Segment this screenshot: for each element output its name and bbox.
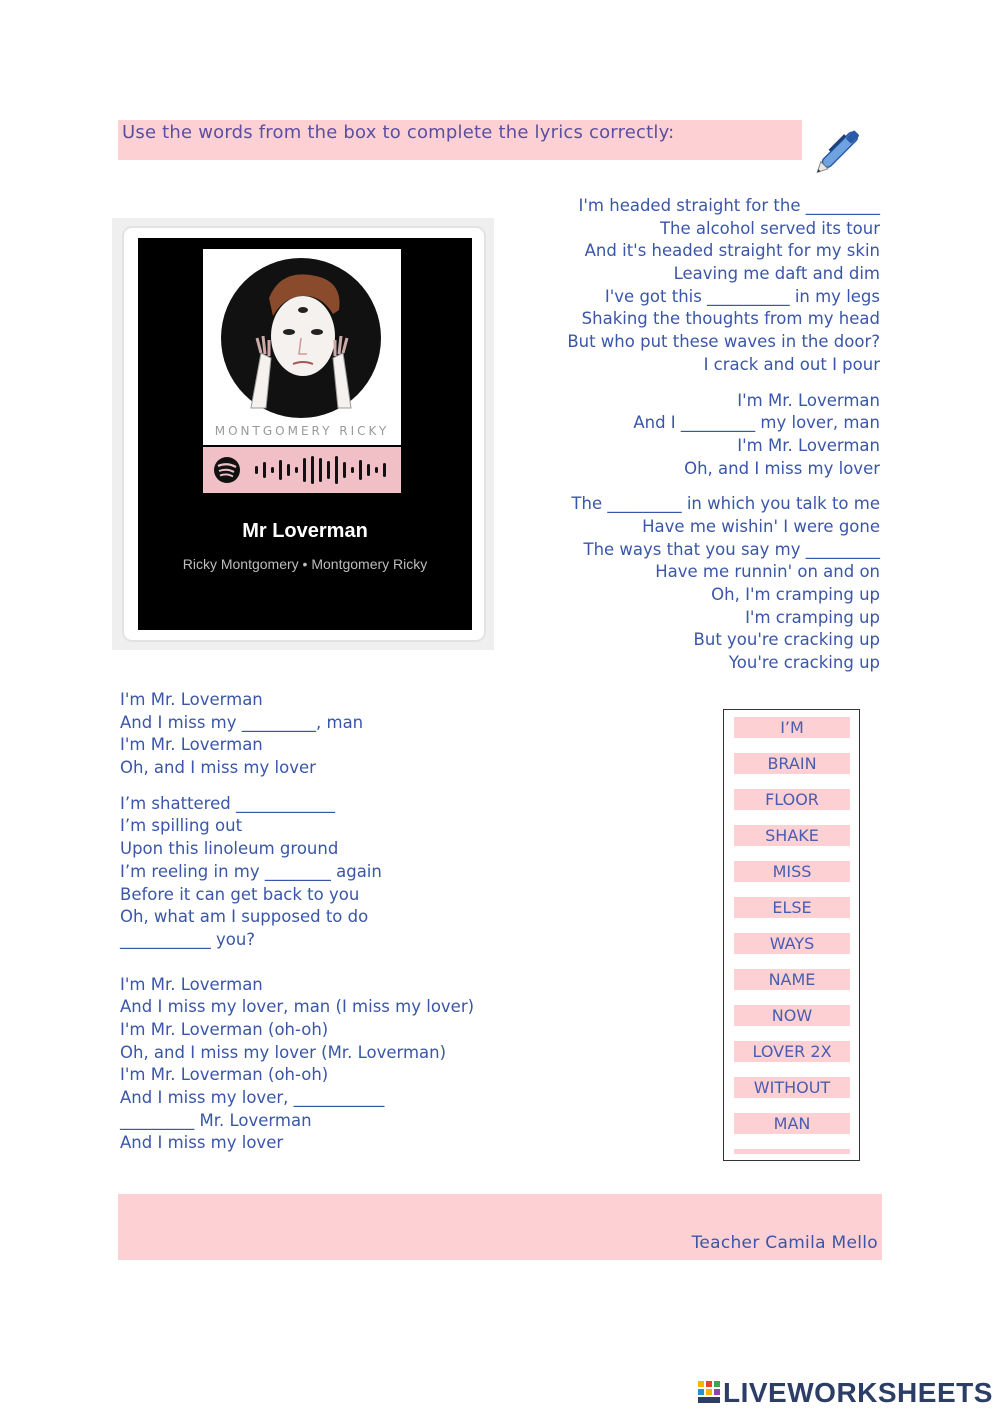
word-chip: FLOOR bbox=[734, 789, 850, 810]
lyric-line: ___________ you? bbox=[120, 929, 256, 949]
lyric-line: The _________ in which you talk to me bbox=[571, 494, 880, 514]
instructions-bar bbox=[118, 120, 802, 160]
lyric-line: I'm cramping up bbox=[745, 607, 880, 627]
word-chip: NOW bbox=[734, 1005, 850, 1026]
word-chip: WAYS bbox=[734, 933, 850, 954]
word-chip: BRAIN bbox=[734, 753, 850, 774]
stanza-gap bbox=[470, 377, 880, 390]
logo-text: LIVEWORKSHEETS bbox=[723, 1377, 993, 1408]
lyric-line: I crack and out I pour bbox=[703, 354, 880, 374]
lyric-line: The alcohol served its tour bbox=[659, 218, 880, 238]
teacher-name: Teacher Camila Mello bbox=[691, 1233, 878, 1253]
lyric-line: I've got this __________ in my legs bbox=[604, 286, 880, 306]
lyric-line: I'm Mr. Loverman bbox=[120, 735, 263, 755]
lyric-line: Leaving me daft and dim bbox=[673, 264, 880, 284]
lyric-line: Have me wishin' I were gone bbox=[642, 516, 880, 536]
lyric-line: I’m shattered ____________ bbox=[120, 793, 335, 813]
lyrics-left-column bbox=[120, 689, 620, 1155]
face-illustration bbox=[221, 258, 381, 418]
lyric-line: I'm Mr. Loverman bbox=[737, 435, 880, 455]
lyric-line: I'm Mr. Loverman bbox=[737, 390, 880, 410]
word-chip: MISS bbox=[734, 861, 850, 882]
lyric-line: I'm headed straight for the _________ bbox=[578, 196, 880, 215]
lyric-line: Before it can get back to you bbox=[120, 884, 360, 904]
lyric-line: Oh, and I miss my lover (Mr. Loverman) bbox=[120, 1042, 447, 1062]
pen-icon bbox=[812, 118, 872, 180]
word-chip: I’M bbox=[734, 717, 850, 738]
lyric-line: Upon this linoleum ground bbox=[120, 839, 339, 859]
lyric-line: Oh, I'm cramping up bbox=[711, 585, 880, 604]
lyric-line: _________ Mr. Loverman bbox=[120, 1110, 312, 1130]
lyric-line: And I miss my _________, man bbox=[120, 712, 364, 732]
lyric-line: Oh, and I miss my lover bbox=[684, 458, 880, 478]
lyric-line: Have me runnin' on and on bbox=[655, 562, 880, 582]
word-chip: NAME bbox=[734, 969, 850, 990]
word-chip: WITHOUT bbox=[734, 1077, 850, 1098]
lyric-line: Shaking the thoughts from my head bbox=[581, 309, 880, 329]
lyric-line: The ways that you say my _________ bbox=[583, 539, 880, 559]
lyrics-right-column bbox=[470, 195, 880, 675]
liveworksheets-logo bbox=[698, 1378, 993, 1408]
stanza-gap bbox=[120, 952, 620, 974]
lyric-line: And it's headed straight for my skin bbox=[584, 241, 880, 261]
lyric-line: You're cracking up bbox=[728, 653, 880, 673]
lyric-line: Oh, and I miss my lover bbox=[120, 758, 316, 778]
lyric-line: Oh, what am I supposed to do bbox=[120, 907, 369, 927]
word-chip: LOVER 2X bbox=[734, 1041, 850, 1062]
lyric-line: I’m reeling in my ________ again bbox=[120, 861, 382, 881]
lyric-line: And I miss my lover, ___________ bbox=[120, 1088, 385, 1107]
word-chip: ELSE bbox=[734, 897, 850, 918]
spotify-code bbox=[203, 447, 401, 493]
liveworksheets-logo-icon bbox=[698, 1381, 720, 1405]
song-title: Mr Loverman bbox=[242, 520, 368, 542]
lyric-line: And I miss my lover, man (I miss my lover) bbox=[120, 997, 475, 1017]
lyric-line: And I miss my lover bbox=[120, 1133, 284, 1153]
song-artist: Ricky Montgomery • Montgomery Ricky bbox=[182, 556, 428, 572]
lyric-line: I'm Mr. Loverman (oh-oh) bbox=[120, 1065, 329, 1085]
lyric-line: And I _________ my lover, man bbox=[633, 413, 880, 433]
lyric-line: But you're cracking up bbox=[693, 630, 880, 650]
lyric-line: I'm Mr. Loverman bbox=[120, 690, 263, 709]
lyric-line: But who put these waves in the door? bbox=[567, 332, 880, 352]
instructions-text: Use the words from the box to complete the lyrics correctly: bbox=[122, 122, 675, 143]
word-chip: SHAKE bbox=[734, 825, 850, 846]
word-chip-empty bbox=[734, 1149, 850, 1154]
cover-artist-label: MONTGOMERY RICKY bbox=[214, 424, 390, 438]
word-chip: MAN bbox=[734, 1113, 850, 1134]
stanza-gap bbox=[470, 480, 880, 493]
spotify-code-icon bbox=[203, 447, 401, 493]
lyric-line: I'm Mr. Loverman bbox=[120, 974, 263, 994]
lyric-line: I’m spilling out bbox=[120, 816, 243, 836]
stanza-gap bbox=[120, 780, 620, 793]
lyric-line: I'm Mr. Loverman (oh-oh) bbox=[120, 1019, 329, 1039]
